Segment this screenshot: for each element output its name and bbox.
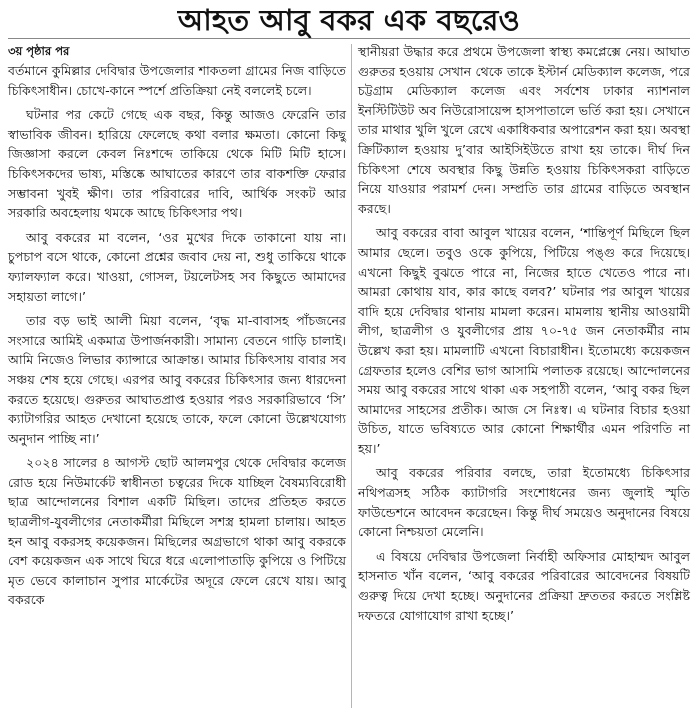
jump-line: ৩য় পৃষ্ঠার পর	[8, 44, 70, 58]
paragraph: এ বিষয়ে দেবিদ্বার উপজেলা নির্বাহী অফিসার মোহাম্মদ আবুল হাসনাত খাঁন বলেন, ‘আবু বকরের পরিবারের আবেদনের বিষয়টি গুরুত্ব দিয়ে দেখা হচ্ছে। অনুদানের প্রক্রিয়া দ্রুততর করতে সংশ্লিষ্ট দফতরে যোগাযোগ রাখা হচ্ছে।’	[358, 548, 690, 623]
paragraph: বর্তমানে কুমিল্লার দেবিদ্বার উপজেলার শাকতলা গ্রামের নিজ বাড়িতে চিকিৎসাধীন। চোখে-কানে স্পর্শে প্রতিক্রিয়া নেই বললেই চলে।	[8, 63, 346, 98]
column-divider	[351, 44, 352, 708]
article-headline: আহত আবু বকর এক বছরেও	[177, 3, 521, 37]
headline-rule	[8, 38, 690, 39]
right-column	[358, 42, 690, 625]
paragraph: আবু বকরের বাবা আবুল খায়ের বলেন, ‘শান্তিপূর্ণ মিছিলে ছিল আমার ছেলে। তবুও ওকে কুপিয়ে, পিটিয়ে পঙ্গু করে দিয়েছে। এখনো কিছুই বুঝতে পারে না, নিজের হাতে খেতেও পারে না। আমরা কোথায় যাব, কার কাছে বলব?’ ঘটনার পর আবুল খায়ের বাদি হয়ে দেবিদ্বার থানায় মামলা করেন। মামলায় স্থানীয় আওয়ামী লীগ, ছাত্রলীগ ও যুবলীগের প্রায় ৭০-৭৫ জন নেতাকর্মীর নাম উল্লেখ করা হয়। মামলাটি এখনো বিচারাধীন। ইতোমধ্যে কয়েকজন গ্রেফতার হলেও বেশির ভাগ আসামি পলাতক রয়েছে। আন্দোলনের সময় আবু বকরের সাথে থাকা এক সহপাঠী বলেন, ‘আবু বকর ছিল আমাদের সাহসের প্রতীক। আজ সে নিঃস্ব। এ ঘটনার বিচার হওয়া উচিত, যাতে ভবিষ্যতে আর কোনো শিক্ষার্থীর এমন পরিণতি না হয়।’	[358, 225, 690, 456]
paragraph: আবু বকরের মা বলেন, ‘ওর মুখের দিকে তাকানো যায় না। চুপচাপ বসে থাকে, কোনো প্রশ্নের জবাব দেয় না, শুধু তাকিয়ে থাকে ফ্যালফ্যাল করে। খাওয়া, গোসল, টয়লেটসহ সব কিছুতে আমাদের সহায়তা লাগে।’	[8, 229, 346, 304]
left-column	[8, 42, 346, 610]
paragraph: আবু বকরের পরিবার বলছে, তারা ইতোমধ্যে চিকিৎসার নথিপত্রসহ সঠিক ক্যাটাগরি সংশোধনের জন্য জুলাই স্মৃতি ফাউন্ডেশনে আবেদন করেছেন। কিন্তু দীর্ঘ সময়েও অনুদানের বিষয়ে কোনো নিশ্চয়তা মেলেনি।	[358, 465, 690, 540]
paragraph: তার বড় ভাই আলী মিয়া বলেন, ‘বৃদ্ধ মা-বাবাসহ পাঁচজনের সংসারে আমিই একমাত্র উপার্জনকারী। সামান্য বেতনে গাড়ি চালাই। আমি নিজেও লিভার ক্যান্সারে আক্রান্ত। আমার চিকিৎসায় বাবার সব সঞ্চয় শেষ হয়ে গেছে। এরপর আবু বকরের চিকিৎসার জন্য ধারদেনা করতে হয়েছে। গুরুতর আঘাতপ্রাপ্ত হওয়ার পরও সরকারিভাবে ‘সি’ ক্যাটাগরির আহত দেখানো হয়েছে তাকে, ফলে কোনো উল্লেখযোগ্য অনুদান পাচ্ছি না।’	[8, 313, 346, 446]
paragraph: স্থানীয়রা উদ্ধার করে প্রথমে উপজেলা স্বাস্থ্য কমপ্লেক্সে নেয়। আঘাত গুরুতর হওয়ায় সেখান থেকে তাকে ইস্টার্ন মেডিক্যাল কলেজ, পরে চট্টগ্রাম মেডিক্যাল কলেজ এবং সর্বশেষ ঢাকার ন্যাশনাল ইনস্টিটিউট অব নিউরোসায়েন্স হাসপাতালে ভর্তি করা হয়। সেখানে তার মাথার খুলি খুলে রেখে একাধিকবার অপারেশন করা হয়। অবস্থা ক্রিটিক্যাল হওয়ায় দু’বার আইসিইউতে রাখা হয় তাকে। দীর্ঘ দিন চিকিৎসা শেষে অবস্থার কিছু উন্নতি হওয়ায় চিকিৎসকরা বাড়িতে নিয়ে যাওয়ার পরামর্শ দেন। সম্প্রতি তার গ্রামের বাড়িতে অবস্থান করছে।	[358, 44, 690, 216]
paragraph: ঘটনার পর কেটে গেছে এক বছর, কিন্তু আজও ফেরেনি তার স্বাভাবিক জীবন। হারিয়ে ফেলেছে কথা বলার ক্ষমতা। কোনো কিছু জিজ্ঞাসা করলে কেবল নিঃশব্দে তাকিয়ে থেকে মিটি মিটি হাসে। চিকিৎসকদের ভাষ্য, মস্তিষ্কে আঘাতের কারণে তার বাকশক্তি ফেরার সম্ভাবনা খুবই ক্ষীণ। তার পরিবারের দাবি, আর্থিক সংকট আর সরকারি অবহেলায় থমকে আছে চিকিৎসার পথ।	[8, 107, 346, 221]
paragraph: ২০২৪ সালের ৪ আগস্ট ছোট আলমপুর থেকে দেবিদ্বার কলেজ রোড হয়ে নিউমার্কেট স্বাধীনতা চত্বরের দিকে যাচ্ছিল বৈষম্যবিরোধী ছাত্র আন্দোলনের বিশাল একটি মিছিল। তাদের প্রতিহত করতে ছাত্রলীগ-যুবলীগের নেতাকর্মীরা মিছিলে সশস্ত্র হামলা চালায়। আহত হন আবু বকরসহ কয়েকজন। মিছিলের অগ্রভাগে থাকা আবু বকরকে বেশ কয়েকজন এক সাথে ঘিরে ধরে এলোপাতাড়ি কুপিয়ে ও পিটিয়ে মৃত ভেবে কালাচান সুপার মার্কেটের অদূরে ফেলে রেখে যায়। আবু বকরকে	[8, 455, 346, 608]
